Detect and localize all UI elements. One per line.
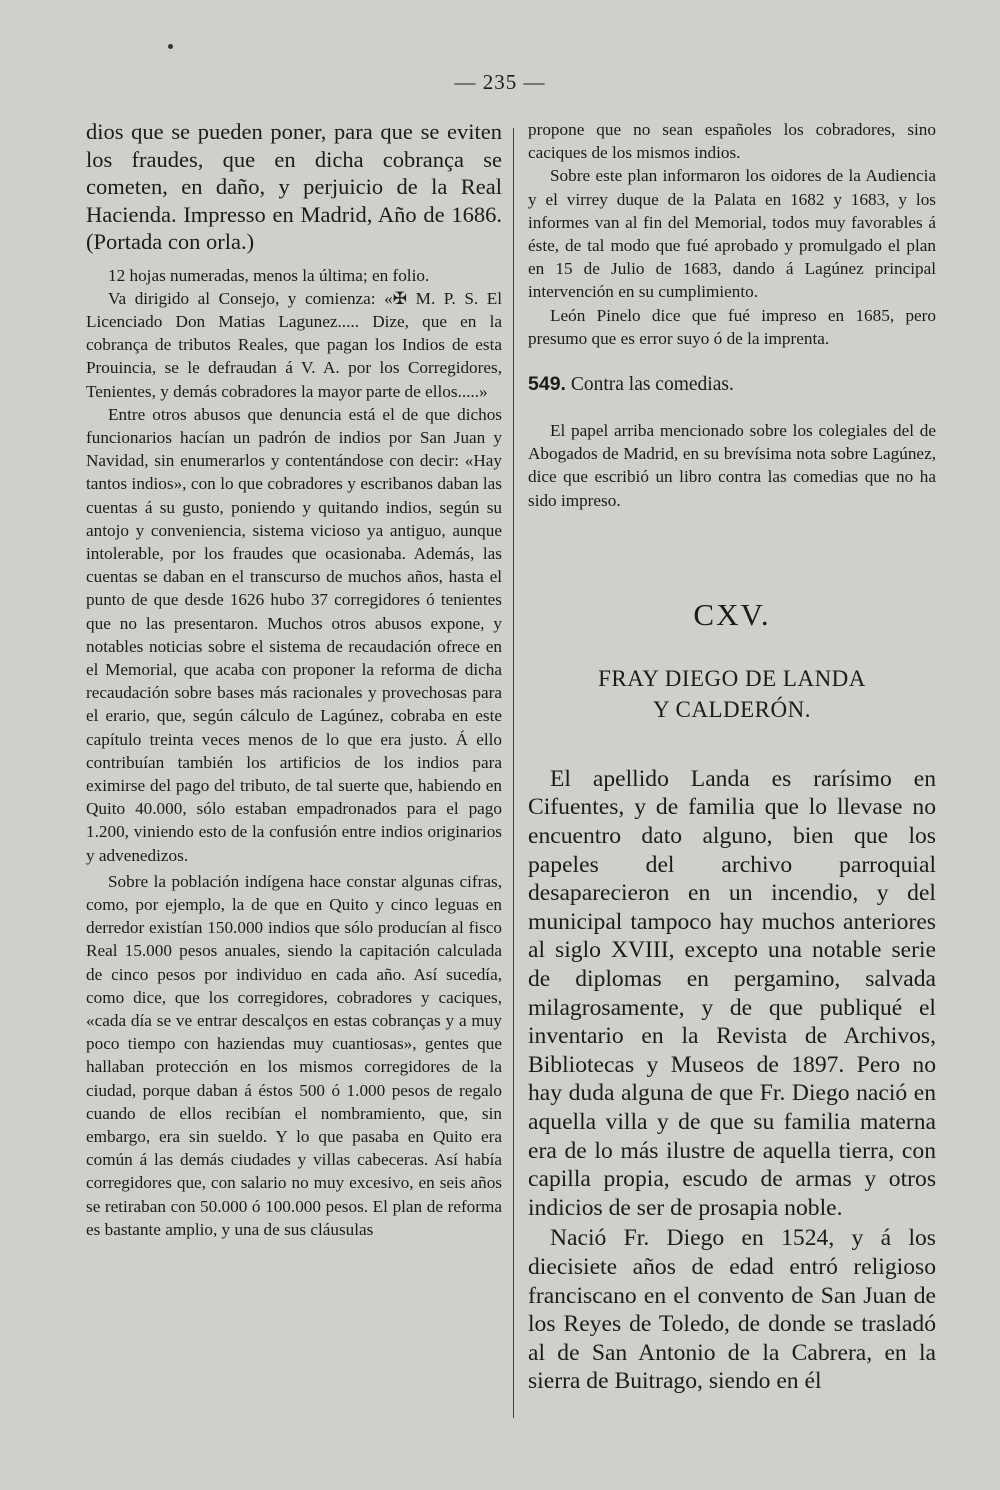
paragraph: propone que no sean españoles los cobradores, sino caciques de los mismos indios. — [528, 120, 936, 163]
ink-speck — [168, 44, 173, 49]
entry-title: Contra las comedias. — [570, 374, 734, 396]
paragraph: León Pinelo dice que fué impreso en 1685, pero presumo que es error suyo ó de la imprenta. — [528, 305, 936, 348]
entry-heading — [528, 372, 936, 397]
page-number: — 235 — — [454, 70, 546, 94]
chapter-title-line: FRAY DIEGO DE LANDA — [598, 665, 866, 691]
paragraph: Sobre la población indígena hace constar algunas cifras, como, por ejemplo, la de que en Quito y cinco leguas en derredor existían 150.000 indios que sólo producían al fisco Real 15.000 pesos anuales, siendo la capitación calculada de cinco pesos por individuo en cada año. Así sucedía, como dice, que los corregidores, cobradores y caciques, «cada día se ve entrar descalços en estas cobranças y a muy poco tiempo con haziendas muy cuantiosas», gentes que hallaban protección en los mismos corregidores de la ciudad, porque daban á éstos 500 ó 1.000 pesos de regalo cuando de ellos recibían el nombramiento, que, sin embargo, era sin sueldo. Y lo que pasaba en Quito era común á las demás ciudades y villas cabeceras. Así había corregidores que, con salario no muy excesivo, en seis años se retiraban con 50.000 ó 100.000 pesos. El plan de reforma es bastante amplio, y una de sus cláusulas — [86, 871, 502, 1239]
left-column — [86, 118, 502, 1241]
paragraph: Va dirigido al Consejo, y comienza: «✠ M. P. S. El Licenciado Don Matias Lagunez..... Dize, que en la cobrança de tributos Reales, que pagan los Indios de esta Prouincia, se le defraudan á V. A. por los Corregidores, Tenientes, y demás cobradores la mayor parte de ellos.....» — [86, 288, 502, 401]
paragraph: El papel arriba mencionado sobre los colegiales del de Abogados de Madrid, en su brevísima nota sobre Lagúnez, dice que escribió un libro contra las comedias que no ha sido impreso. — [528, 421, 936, 510]
paragraph: Sobre este plan informaron los oidores de la Audiencia y el virrey duque de la Palata en 1682 y 1683, y los informes van al fin del Memorial, todos muy favorables á éste, de tal modo que fué aprobado y promulgado el plan en 15 de Julio de 1683, dando á Lagúnez principal intervención en su cumplimiento. — [528, 166, 936, 302]
paragraph: El apellido Landa es rarísimo en Cifuentes, y de familia que lo llevase no encuentro dato alguno, bien que los papeles del archivo parroquial desaparecieron en un incendio, y del municipal tampoco hay muchos anteriores al siglo XVIII, excepto una notable serie de diplomas en pergamino, salvada milagrosamente, y de que publiqué el inventario en la Revista de Archivos, Bibliotecas y Museos de 1897. Pero no hay duda alguna de que Fr. Diego nació en aquella villa y de que su familia materna era de lo más ilustre de aquella tierra, con capilla propia, escudo de armas y otros indicios de ser de prosapia noble. — [528, 765, 936, 1221]
chapter-number: CXV. — [693, 596, 771, 632]
entry-number: 549. — [528, 373, 566, 396]
chapter-title — [528, 663, 936, 725]
paragraph: 12 hojas numeradas, menos la última; en folio. — [108, 265, 430, 285]
paragraph: Entre otros abusos que denuncia está el de que dichos funcionarios hacían un padrón de indios por San Juan y Navidad, sin enumerarlos y contentándose con decir: «Hay tantos indios», con lo que cobradores y escribanos daban las cuentas á su gusto, poniendo y quitando indios, según su antojo y conveniencia, sistema vicioso ya antiguo, aunque intolerable, por los fraudes que ocasionaba. Además, las cuentas se daban en el transcurso de muchos años, hasta el punto de que desde 1626 hubo 37 corregidores ó tenientes que no las presentaron. Muchos otros abusos expone, y notables noticias sobre el sistema de recaudación ofrece en el Memorial, que acaba con proponer la reforma de dicha recaudación sobre bases más racionales y provechosas para el erario, que, según cálculo de Lagúnez, cobraba en este capítulo treinta veces menos de lo que era justo. Á ello contribuían también los artificios de los indios para eximirse del pago del tributo, de tal suerte que, habiendo en Quito 40.000, sólo estaban empadronados para el pago 1.200, viniendo esto de la confusión entre indios originarios y advenedizos. — [86, 404, 502, 865]
column-rule — [513, 128, 514, 1418]
chapter-title-line: Y CALDERÓN. — [653, 696, 811, 722]
paragraph: Nació Fr. Diego en 1524, y á los diecisiete años de edad entró religioso franciscano en el convento de San Juan de los Reyes de Toledo, de donde se trasladó al de San Antonio de la Cabrera, en la sierra de Buitrago, siendo en él — [528, 1225, 936, 1395]
right-column — [528, 118, 936, 1396]
paragraph: dios que se pueden poner, para que se eviten los fraudes, que en dicha cobrança se cometen, en daño, y perjuicio de la Real Hacienda. Impresso en Madrid, Año de 1686. (Portada con orla.) — [86, 119, 502, 254]
